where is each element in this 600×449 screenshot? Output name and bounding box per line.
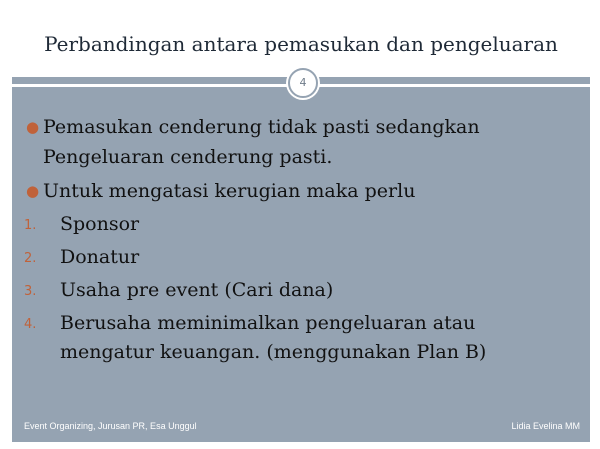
list-number: 2.: [24, 251, 37, 266]
bullet-text: Pemasukan cenderung tidak pasti sedangkan: [43, 116, 480, 138]
bullet-text: Untuk mengatasi kerugian maka perlu: [43, 180, 416, 202]
slide-number-badge: 4: [288, 68, 318, 98]
numbered-text: Sponsor: [60, 213, 140, 235]
title-band: [12, 10, 590, 77]
footer-right: Lidia Evelina MM: [511, 421, 580, 431]
numbered-text: Usaha pre event (Cari dana): [60, 279, 334, 301]
numbered-text: Berusaha meminimalkan pengeluaran atau: [60, 312, 476, 334]
bullet-dot-icon: ●: [26, 182, 40, 200]
slide: [12, 10, 590, 442]
list-number: 1.: [24, 218, 37, 233]
numbered-text: Donatur: [60, 246, 140, 268]
bullet-dot-icon: ●: [26, 118, 40, 136]
footer-left: Event Organizing, Jurusan PR, Esa Unggul: [24, 421, 197, 431]
list-number: 4.: [24, 317, 37, 332]
list-number: 3.: [24, 284, 37, 299]
slide-title: Perbandingan antara pemasukan dan pengeluaran: [44, 32, 558, 56]
bullet-text-continuation: Pengeluaran cenderung pasti.: [43, 146, 333, 168]
numbered-text-continuation: mengatur keuangan. (menggunakan Plan B): [60, 341, 487, 363]
